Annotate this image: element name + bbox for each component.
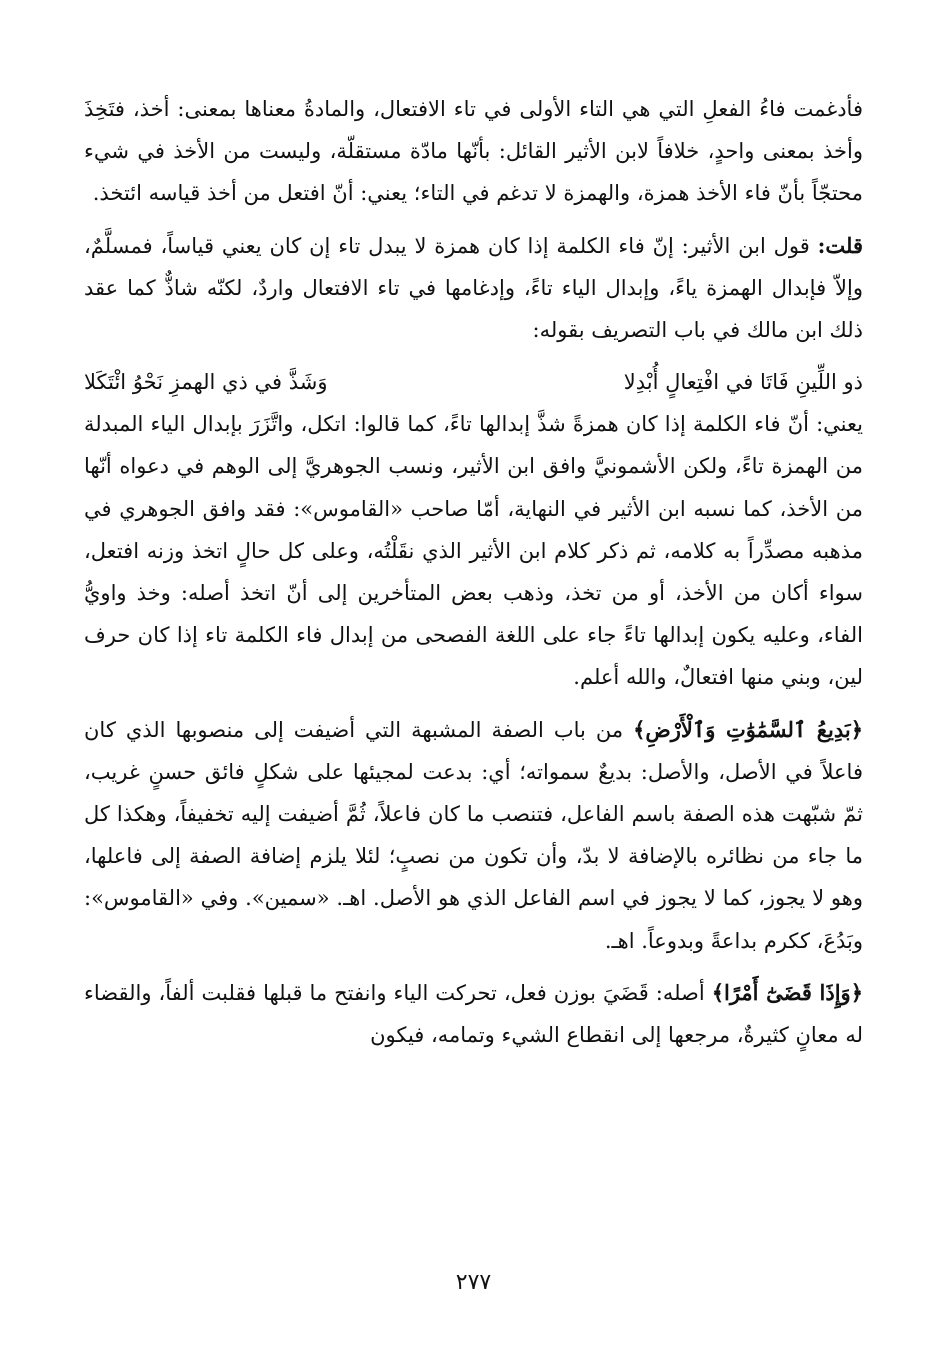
paragraph-2-text: قول ابن الأثير: إنّ فاء الكلمة إذا كان همزة لا يبدل تاء إن كان يعني قياساً، فمسلَّمٌ، وإلاّ فإبدال الهمزة ياءً، وإبدال الياء تاءً، وإدغامها في تاء الافتعال واردٌ، لكنّه شاذٌّ كما عقد ذلك ابن مالك في باب التصريف بقوله: <box>84 233 863 343</box>
paragraph-3-text: يعني: أنّ فاء الكلمة إذا كان همزةً شذَّ إبدالها تاءً، كما قالوا: اتكل، واتَّزَرَ بإبدال الياء المبدلة من الهمزة تاءً، ولكن الأشمونيَّ وافق ابن الأثير، ونسب الجوهريَّ إلى الوهم في دعواه أنّها من الأخذ، كما نسبه ابن الأثير في النهاية، أمّا صاحب «القاموس»: فقد وافق الجوهري في مذهبه مصدِّراً به كلامه، ثم ذكر كلام ابن الأثير الذي نقَلْتُه، وعلى كل حالٍ اتخذ وزنه افتعل، سواء أكان من الأخذ، أو من تخذ، وذهب بعض المتأخرين إلى أنّ اتخذ أصله: وخذ واويُّ الفاء، وعليه يكون إبدالها تاءً جاء على اللغة الفصحى من إبدال فاء الكلمة تاء إذا كان حرف لين، وبني منها افتعالٌ، والله أعلم. <box>84 412 863 690</box>
verse-first-hemistich: ذو اللِّينِ فَاتَا في افْتِعالٍ أُبْدِلا <box>623 370 863 395</box>
verse-second-hemistich: وَشَذَّ في ذي الهمزِ نَحْوُ ائْتَكَلا <box>84 370 328 395</box>
paragraph-1-text: فأدغمت فاءُ الفعلِ التي هي التاء الأولى في تاء الافتعال، والمادةُ معناها بمعنى: أخذ، فتَخِذَ وأخذ بمعنى واحدٍ، خلافاً لابن الأثير القائل: بأنّها مادّة مستقلّة، وليست من الأخذ في شيء محتجّاً بأنّ فاء الأخذ همزة، والهمزة لا تدغم في التاء؛ يعني: أنّ افتعل من أخذ قياسه ائتخذ. <box>84 97 863 206</box>
poetry-verse <box>84 361 863 403</box>
paragraph-3 <box>84 403 863 698</box>
quran-quote-2: ﴿وَإِذَا قَضَىٰٓ أَمْرًا﴾ <box>711 979 863 1005</box>
paragraph-4-text: من باب الصفة المشبهة التي أضيفت إلى منصوبها الذي كان فاعلاً في الأصل، والأصل: بديعٌ سمواته؛ أي: بدعت لمجيئها على شكلٍ فائق حسنٍ غريب، ثمّ شبّهت هذه الصفة باسم الفاعل، فتنصب ما كان فاعلاً، ثُمَّ أضيفت إليه تخفيفاً، وهكذا كل ما جاء من نظائره بالإضافة لا بدّ، وأن تكون من نصبٍ؛ لئلا يلزم إضافة الصفة إلى فاعلها، وهو لا يجوز، كما لا يجوز في اسم الفاعل الذي هو الأصل. اهـ. «سمين». وفي «القاموس»: وبَدُعَ، ككرم بداعةً وبدوعاً. اهـ. <box>84 717 863 953</box>
paragraph-2 <box>84 225 863 352</box>
paragraph-5-text: أصله: قَضَيَ بوزن فعل، تحركت الياء وانفتح ما قبلها فقلبت ألفاً، والقضاء له معانٍ كثيرةٌ، مرجعها إلى انقطاع الشيء وتمامه، فيكون <box>84 980 863 1048</box>
quran-quote-1: ﴿بَدِيعُ ٱلسَّمَٰوَٰتِ وَٱلْأَرْضِ﴾ <box>633 716 863 742</box>
paragraph-4 <box>84 709 863 962</box>
paragraph-2-lead: قلت: <box>817 232 863 258</box>
page-number: ٢٧٧ <box>455 1270 492 1295</box>
paragraph-1 <box>84 88 863 215</box>
paragraph-5 <box>84 972 863 1056</box>
